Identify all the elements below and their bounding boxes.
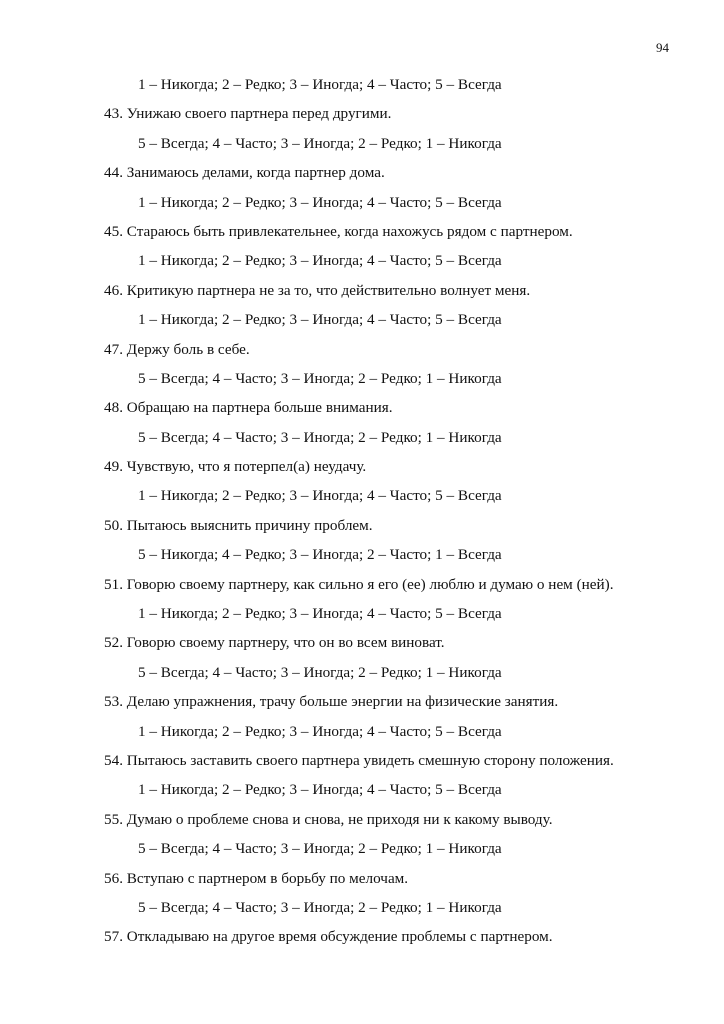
question-46: 46. Критикую партнера не за то, что действительно волнует меня. (104, 281, 531, 299)
questionnaire-body (104, 70, 694, 952)
question-56: 56. Вступаю с партнером в борьбу по мелочам. (104, 869, 409, 887)
question-49: 49. Чувствую, что я потерпел(а) неудачу. (104, 458, 367, 476)
answer-scale: 5 – Всегда; 4 – Часто; 3 – Иногда; 2 – Редко; 1 – Никогда (138, 840, 502, 858)
answer-scale: 1 – Никогда; 2 – Редко; 3 – Иногда; 4 – Часто; 5 – Всегда (138, 311, 502, 329)
answer-scale: 1 – Никогда; 2 – Редко; 3 – Иногда; 4 – Часто; 5 – Всегда (138, 781, 502, 799)
answer-scale: 5 – Всегда; 4 – Часто; 3 – Иногда; 2 – Редко; 1 – Никогда (138, 898, 502, 916)
question-48: 48. Обращаю на партнера больше внимания. (104, 399, 393, 417)
answer-scale: 5 – Всегда; 4 – Часто; 3 – Иногда; 2 – Редко; 1 – Никогда (138, 369, 502, 387)
answer-scale: 5 – Всегда; 4 – Часто; 3 – Иногда; 2 – Редко; 1 – Никогда (138, 663, 502, 681)
answer-scale: 5 – Всегда; 4 – Часто; 3 – Иногда; 2 – Редко; 1 – Никогда (138, 428, 502, 446)
answer-scale: 1 – Никогда; 2 – Редко; 3 – Иногда; 4 – Часто; 5 – Всегда (138, 193, 502, 211)
answer-scale: 1 – Никогда; 2 – Редко; 3 – Иногда; 4 – Часто; 5 – Всегда (138, 76, 502, 93)
question-43: 43. Унижаю своего партнера перед другими. (104, 105, 392, 123)
answer-scale: 5 – Никогда; 4 – Редко; 3 – Иногда; 2 – Часто; 1 – Всегда (138, 546, 502, 564)
question-50: 50. Пытаюсь выяснить причину проблем. (104, 516, 373, 534)
answer-scale: 1 – Никогда; 2 – Редко; 3 – Иногда; 4 – Часто; 5 – Всегда (138, 722, 502, 740)
question-55: 55. Думаю о проблеме снова и снова, не приходя ни к какому выводу. (104, 810, 553, 828)
answer-scale: 5 – Всегда; 4 – Часто; 3 – Иногда; 2 – Редко; 1 – Никогда (138, 134, 502, 152)
question-47: 47. Держу боль в себе. (104, 340, 250, 358)
question-44: 44. Занимаюсь делами, когда партнер дома. (104, 164, 385, 182)
answer-scale: 1 – Никогда; 2 – Редко; 3 – Иногда; 4 – Часто; 5 – Всегда (138, 605, 502, 623)
question-54: 54. Пытаюсь заставить своего партнера увидеть смешную сторону положения. (104, 751, 614, 769)
question-57: 57. Откладываю на другое время обсуждение проблемы с партнером. (104, 928, 553, 946)
answer-scale: 1 – Никогда; 2 – Редко; 3 – Иногда; 4 – Часто; 5 – Всегда (138, 487, 502, 505)
question-53: 53. Делаю упражнения, трачу больше энергии на физические занятия. (104, 693, 559, 711)
answer-scale: 1 – Никогда; 2 – Редко; 3 – Иногда; 4 – Часто; 5 – Всегда (138, 252, 502, 270)
question-51: 51. Говорю своему партнеру, как сильно я его (ее) люблю и думаю о нем (ней). (104, 575, 614, 593)
page-number: 94 (656, 40, 669, 55)
question-52: 52. Говорю своему партнеру, что он во всем виноват. (104, 634, 445, 652)
question-45: 45. Стараюсь быть привлекательнее, когда нахожусь рядом с партнером. (104, 222, 573, 240)
